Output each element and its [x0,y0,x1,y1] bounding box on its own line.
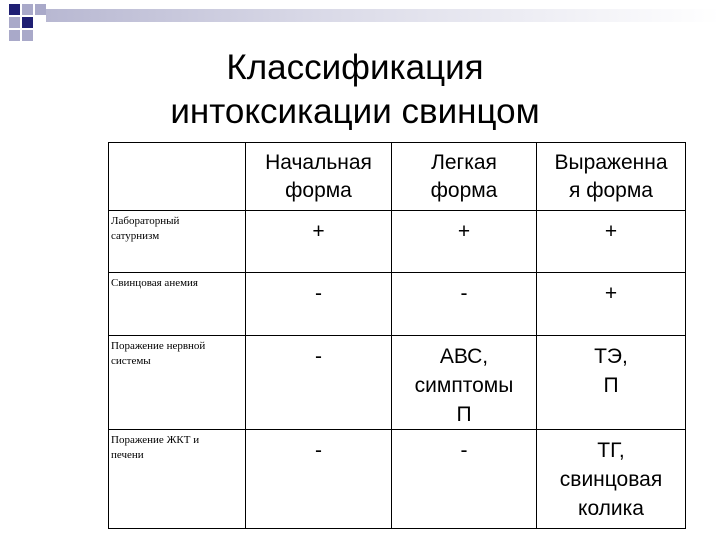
table-header-row [109,143,686,211]
row-label-text: Свинцовая анемия [111,277,198,289]
table-cell [537,336,686,430]
row-label-text: системы [111,355,151,367]
table-header-cell [246,143,392,211]
header-text: форма [430,179,498,202]
cell-text: + [604,220,618,243]
decorative-square [22,4,33,15]
table-cell [392,273,537,336]
table-cell [246,273,392,336]
decorative-bar [46,9,720,22]
row-label [109,211,246,273]
table-header-cell [537,143,686,211]
decorative-square [22,30,33,41]
cell-text: ТГ, [597,439,625,462]
table-cell [392,211,537,273]
table-cell [392,430,537,529]
cell-text: - [315,282,322,305]
row-label [109,273,246,336]
row-label-text: печени [111,449,144,461]
header-text: Легкая [431,151,497,174]
table-corner-cell [109,143,246,211]
decorative-square [35,4,46,15]
header-text: форма [285,179,352,202]
cell-text: П [603,374,619,397]
decorative-square [9,4,20,15]
cell-text: + [604,282,618,305]
decorative-square [9,30,20,41]
cell-text: АВС, [439,345,489,368]
cell-text: + [312,220,325,243]
cell-text: - [460,282,468,305]
row-label-text: Поражение нервной [111,340,206,352]
cell-text: колика [578,497,644,520]
table-cell [246,211,392,273]
table-row [109,211,686,273]
header-text: я форма [569,179,653,202]
row-label [109,336,246,430]
table-cell [246,336,392,430]
row-label-text: Лабораторный [111,215,180,227]
cell-text: - [315,439,322,462]
table-cell [246,430,392,529]
cell-text: ТЭ, [594,345,628,368]
slide-title-line-1: Классификация [226,48,484,87]
table-cell [537,211,686,273]
table-cell [392,336,537,430]
cell-text: - [315,345,322,368]
row-label-text: сатурнизм [111,230,160,242]
table-cell [537,430,686,529]
cell-text: симптомы [414,374,514,397]
row-label-text: Поражение ЖКТ и [111,434,200,446]
table-row [109,273,686,336]
table-row [109,336,686,430]
table-header-cell [392,143,537,211]
table-cell [537,273,686,336]
slide-title-line-2: интоксикации свинцом [170,92,540,131]
header-text: Выраженна [554,151,668,174]
cell-text: П [456,403,472,426]
cell-text: свинцовая [559,468,663,491]
decorative-square [22,17,33,28]
table-row [109,430,686,529]
decorative-square [9,17,20,28]
cell-text: + [457,220,471,243]
header-text: Начальная [265,151,372,174]
slide-title [120,46,590,134]
row-label [109,430,246,529]
classification-table [108,142,686,529]
cell-text: - [460,439,468,462]
